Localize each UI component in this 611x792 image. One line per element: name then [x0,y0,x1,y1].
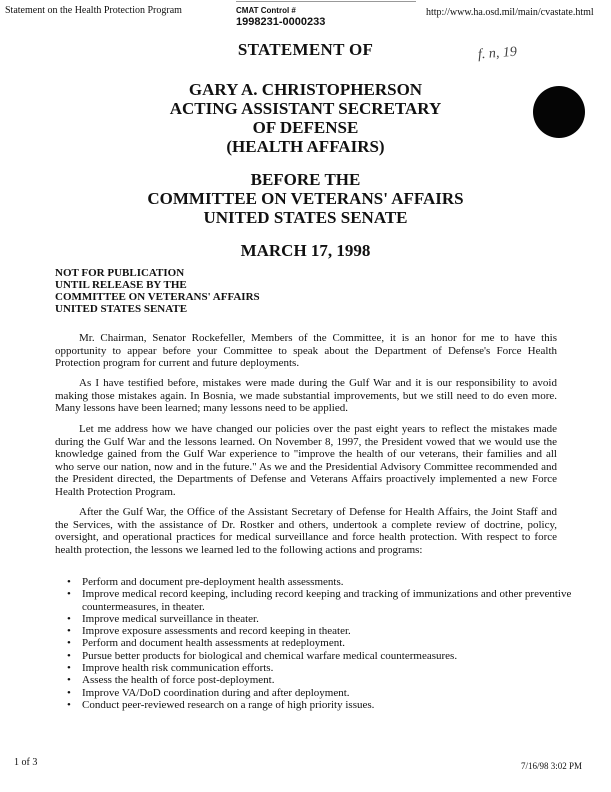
list-item-text: Pursue better products for biological and chemical warfare medical countermeasures. [82,649,458,662]
cmat-number: 1998231-0000233 [236,16,326,28]
top-rule [236,1,416,2]
list-item [67,649,602,662]
bullet-icon: • [67,662,71,675]
list-item-text: Perform and document pre-deployment health assessments. [82,576,344,588]
statement-of: STATEMENT OF [237,40,374,59]
paragraph-policies: Let me address how we have changed our policies over the past eight years to reflect the mistakes made during the Gulf War and the lessons learned. On November 8, 1997, the President vowed that we would use the knowledge gained from the Gulf War experience to "improve the health of our veterans, their families and all who serve our nation, now and in the future." As we and the Presidential Advisory Committee recommended and the President directed, the Departments of Defense and Veterans Affairs proactively implemented a new Force Health Protection Program. [55,423,557,498]
list-item-text: Improve medical record keeping, including record keeping and tracking of immunizations and other preventive countermeasures, in theater. [82,588,572,613]
list-item-text: Perform and document health assessments at redeployment. [82,637,346,650]
list-item [67,612,602,625]
list-item [67,662,602,675]
bullet-icon: • [67,612,71,625]
cmat-control [236,6,325,29]
paragraph-mistakes: As I have testified before, mistakes were made during the Gulf War and it is our responsibility to avoid making those mistakes again. In Bosnia, we made substantial improvements, but we still need to do even more. Many lessons have been learned; many lessons need to be applied. [55,377,557,414]
statement-date: MARCH 17, 1998 [240,241,371,260]
list-item [67,698,602,711]
list-item-text: Assess the health of force post-deployment. [82,674,275,687]
notpub-line: UNITED STATES SENATE [55,303,188,315]
paragraph-intro: Mr. Chairman, Senator Rockefeller, Members of the Committee, it is an honor for me to have this opportunity to appear before your Committee to speak about the Department of Defense's Force Health Protection program for current and future deployments. [55,332,557,369]
list-item-text: Conduct peer-reviewed research on a range of high priority issues. [82,698,375,711]
not-for-publication [55,267,260,315]
bullet-icon: • [67,674,71,687]
actions-list [55,576,602,711]
bullet-icon: • [67,588,71,601]
before-block [0,170,611,227]
list-item [67,588,602,613]
page-number: 1 of 3 [14,757,38,768]
header-url: http://www.ha.osd.mil/main/cvastate.html [426,7,594,18]
notpub-line: NOT FOR PUBLICATION [55,267,185,279]
list-item [67,576,602,588]
bullet-icon: • [67,686,71,699]
paragraph-review: After the Gulf War, the Office of the Assistant Secretary of Defense for Health Affairs, the Joint Staff and the Services, with the assistance of Dr. Rostker and others, undertook a complete review of doctrine, policy, oversight, and operational practices for medical surveillance and force health protection. With respect to force health protection, the lessons we learned led to the following actions and programs: [55,506,557,556]
before-line: BEFORE THE [250,170,361,189]
bullet-icon: • [67,698,71,711]
header-page-title: Statement on the Health Protection Program [5,5,182,16]
notpub-line: UNTIL RELEASE BY THE [55,279,187,291]
list-item [67,686,602,699]
print-datetime: 7/16/98 3:02 PM [521,761,583,771]
list-item-text: Improve VA/DoD coordination during and after deployment. [82,686,350,699]
list-item-text: Improve medical surveillance in theater. [82,612,259,625]
person-line: OF DEFENSE [252,118,359,137]
before-line: UNITED STATES SENATE [203,208,408,227]
list-item [67,625,602,638]
bullet-icon: • [67,625,71,638]
list-item [67,637,602,650]
person-line: ACTING ASSISTANT SECRETARY [169,99,442,118]
list-item-text: Improve health risk communication efforts. [82,662,274,675]
notpub-line: COMMITTEE ON VETERANS' AFFAIRS [55,291,260,303]
list-item-text: Improve exposure assessments and record keeping in theater. [82,625,351,638]
before-line: COMMITTEE ON VETERANS' AFFAIRS [147,189,464,208]
person-line: GARY A. CHRISTOPHERSON [188,80,423,99]
handwritten-mark: f. n, 19 [477,44,518,63]
bullet-icon: • [67,637,71,650]
bullet-icon: • [67,576,71,588]
cmat-label: CMAT Control # [236,6,296,15]
person-block [0,80,611,156]
list-item [67,674,602,687]
person-line: (HEALTH AFFAIRS) [226,137,385,156]
bullet-icon: • [67,649,71,662]
